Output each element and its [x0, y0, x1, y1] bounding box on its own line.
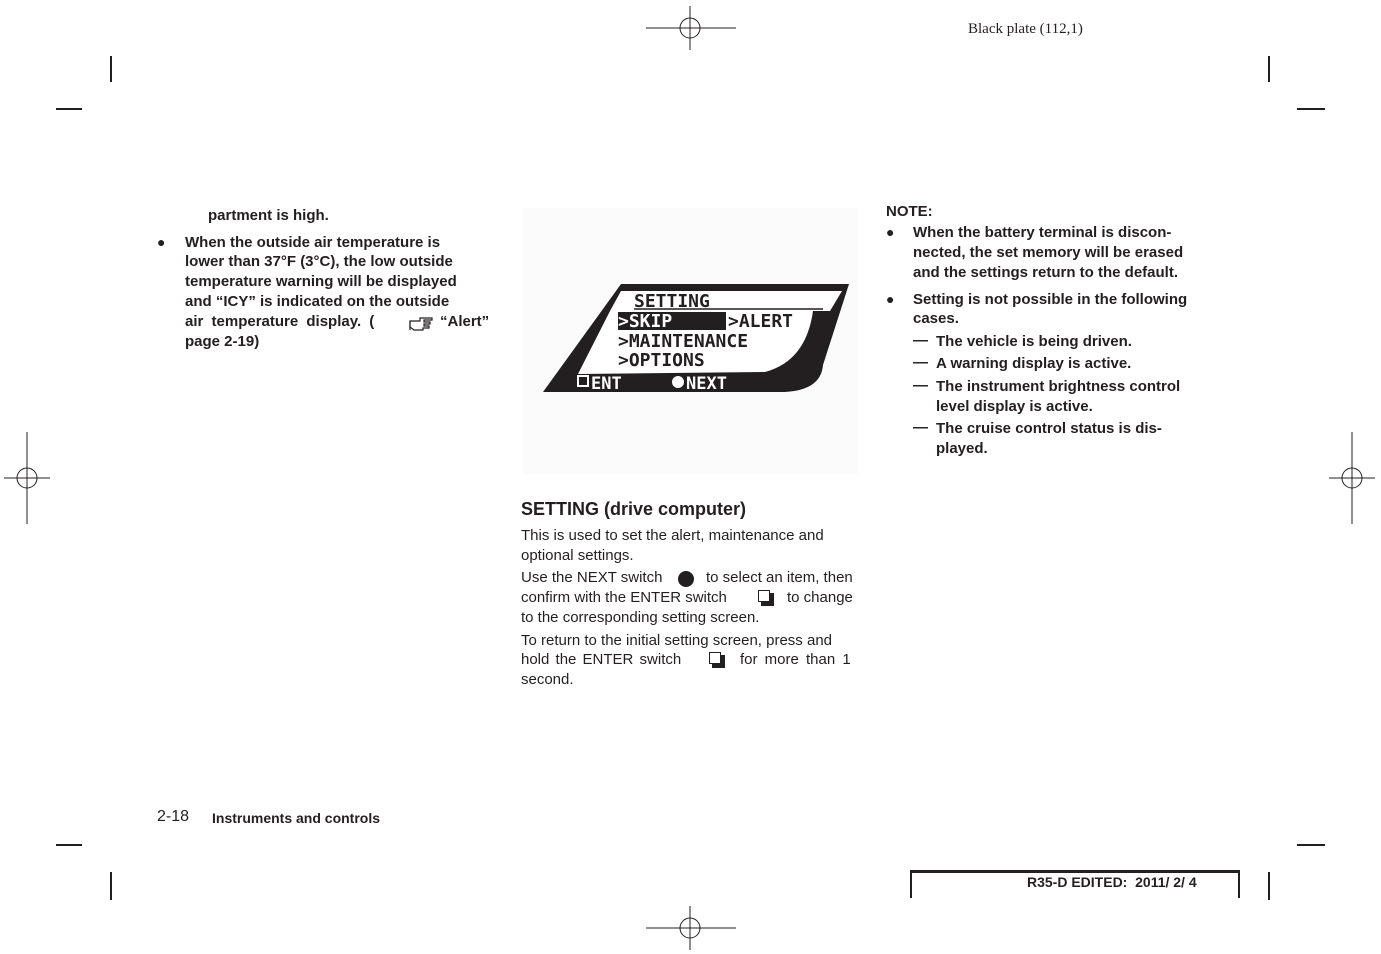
enter-square-icon [709, 652, 725, 668]
dash-marker: — [913, 332, 928, 349]
lcd-alert-item: >ALERT [728, 311, 794, 332]
paragraph-line: To return to the initial setting screen, press and [521, 632, 833, 649]
dash-marker: — [913, 419, 928, 436]
reference-line-start: air temperature display. ( [185, 313, 375, 330]
lcd-title: SETTING [634, 291, 710, 312]
paragraph-line: Use the NEXT switch [521, 569, 663, 586]
lcd-display [523, 208, 858, 474]
note-line: cases. [913, 310, 959, 327]
paragraph-line: to select an item, then [706, 569, 853, 586]
bullet-line: lower than 37°F (3°C), the low outside [185, 253, 453, 270]
registration-mark-right [1329, 432, 1375, 524]
lcd-maintenance-item: >MAINTENANCE [618, 331, 749, 352]
lcd-next-label: NEXT [686, 374, 727, 394]
dash-marker: — [913, 354, 928, 371]
bullet-dot: ● [157, 234, 166, 250]
dash-marker: — [913, 377, 928, 394]
registration-mark-bottom [646, 906, 736, 950]
section-title: Instruments and controls [212, 810, 381, 826]
lcd-skip-item: >SKIP [618, 311, 673, 332]
filled-circle-icon [678, 571, 694, 587]
bullet-dot: ● [886, 291, 895, 307]
bullet-line: When the outside air temperature is [185, 234, 441, 251]
note-line: nected, the set memory will be erased [913, 244, 1184, 261]
paragraph-line: optional settings. [521, 547, 634, 564]
case-line: level display is active. [936, 398, 1093, 415]
bullet-line: and “ICY” is indicated on the outside [185, 293, 450, 310]
note-line: Setting is not possible in the following [913, 291, 1188, 308]
case-line: The cruise control status is dis- [936, 420, 1162, 437]
section-heading: SETTING (drive computer) [521, 499, 747, 519]
paragraph-line: confirm with the ENTER switch [521, 589, 727, 606]
paragraph-line: to the corresponding setting screen. [521, 609, 760, 626]
reference-line-end: “Alert” [440, 313, 490, 330]
lcd-options-item: >OPTIONS [618, 350, 705, 371]
plate-label: Black plate (112,1) [968, 21, 1083, 37]
page-number: 2-18 [157, 808, 190, 825]
paragraph-line: This is used to set the alert, maintenance and [521, 527, 824, 544]
paragraph-line: hold the ENTER switch [521, 651, 682, 668]
case-line: A warning display is active. [936, 355, 1132, 372]
bullet-dot: ● [886, 224, 895, 240]
registration-mark-left [4, 432, 50, 524]
paragraph-line: second. [521, 671, 574, 688]
bullet-line: temperature warning will be displayed [185, 273, 457, 290]
pointing-hand-icon [408, 314, 436, 332]
case-line: The vehicle is being driven. [936, 333, 1132, 350]
enter-square-icon [758, 590, 774, 606]
paragraph-line: for more than 1 [740, 651, 851, 668]
reference-page: page 2-19) [185, 333, 260, 350]
case-line: The instrument brightness control [936, 378, 1181, 395]
paragraph-line: to change [787, 589, 853, 606]
note-line: and the settings return to the default. [913, 264, 1179, 281]
note-line: When the battery terminal is discon- [913, 224, 1172, 241]
filled-circle-icon [672, 376, 684, 388]
case-line: played. [936, 440, 988, 457]
lcd-enter-label: ENT [591, 374, 622, 394]
registration-mark-top [646, 6, 736, 50]
lcd-illustration [523, 208, 858, 474]
continuation-text: partment is high. [208, 207, 329, 224]
edit-stamp: R35-D EDITED: 2011/ 2/ 4 [1027, 874, 1197, 890]
note-label: NOTE: [886, 203, 933, 220]
